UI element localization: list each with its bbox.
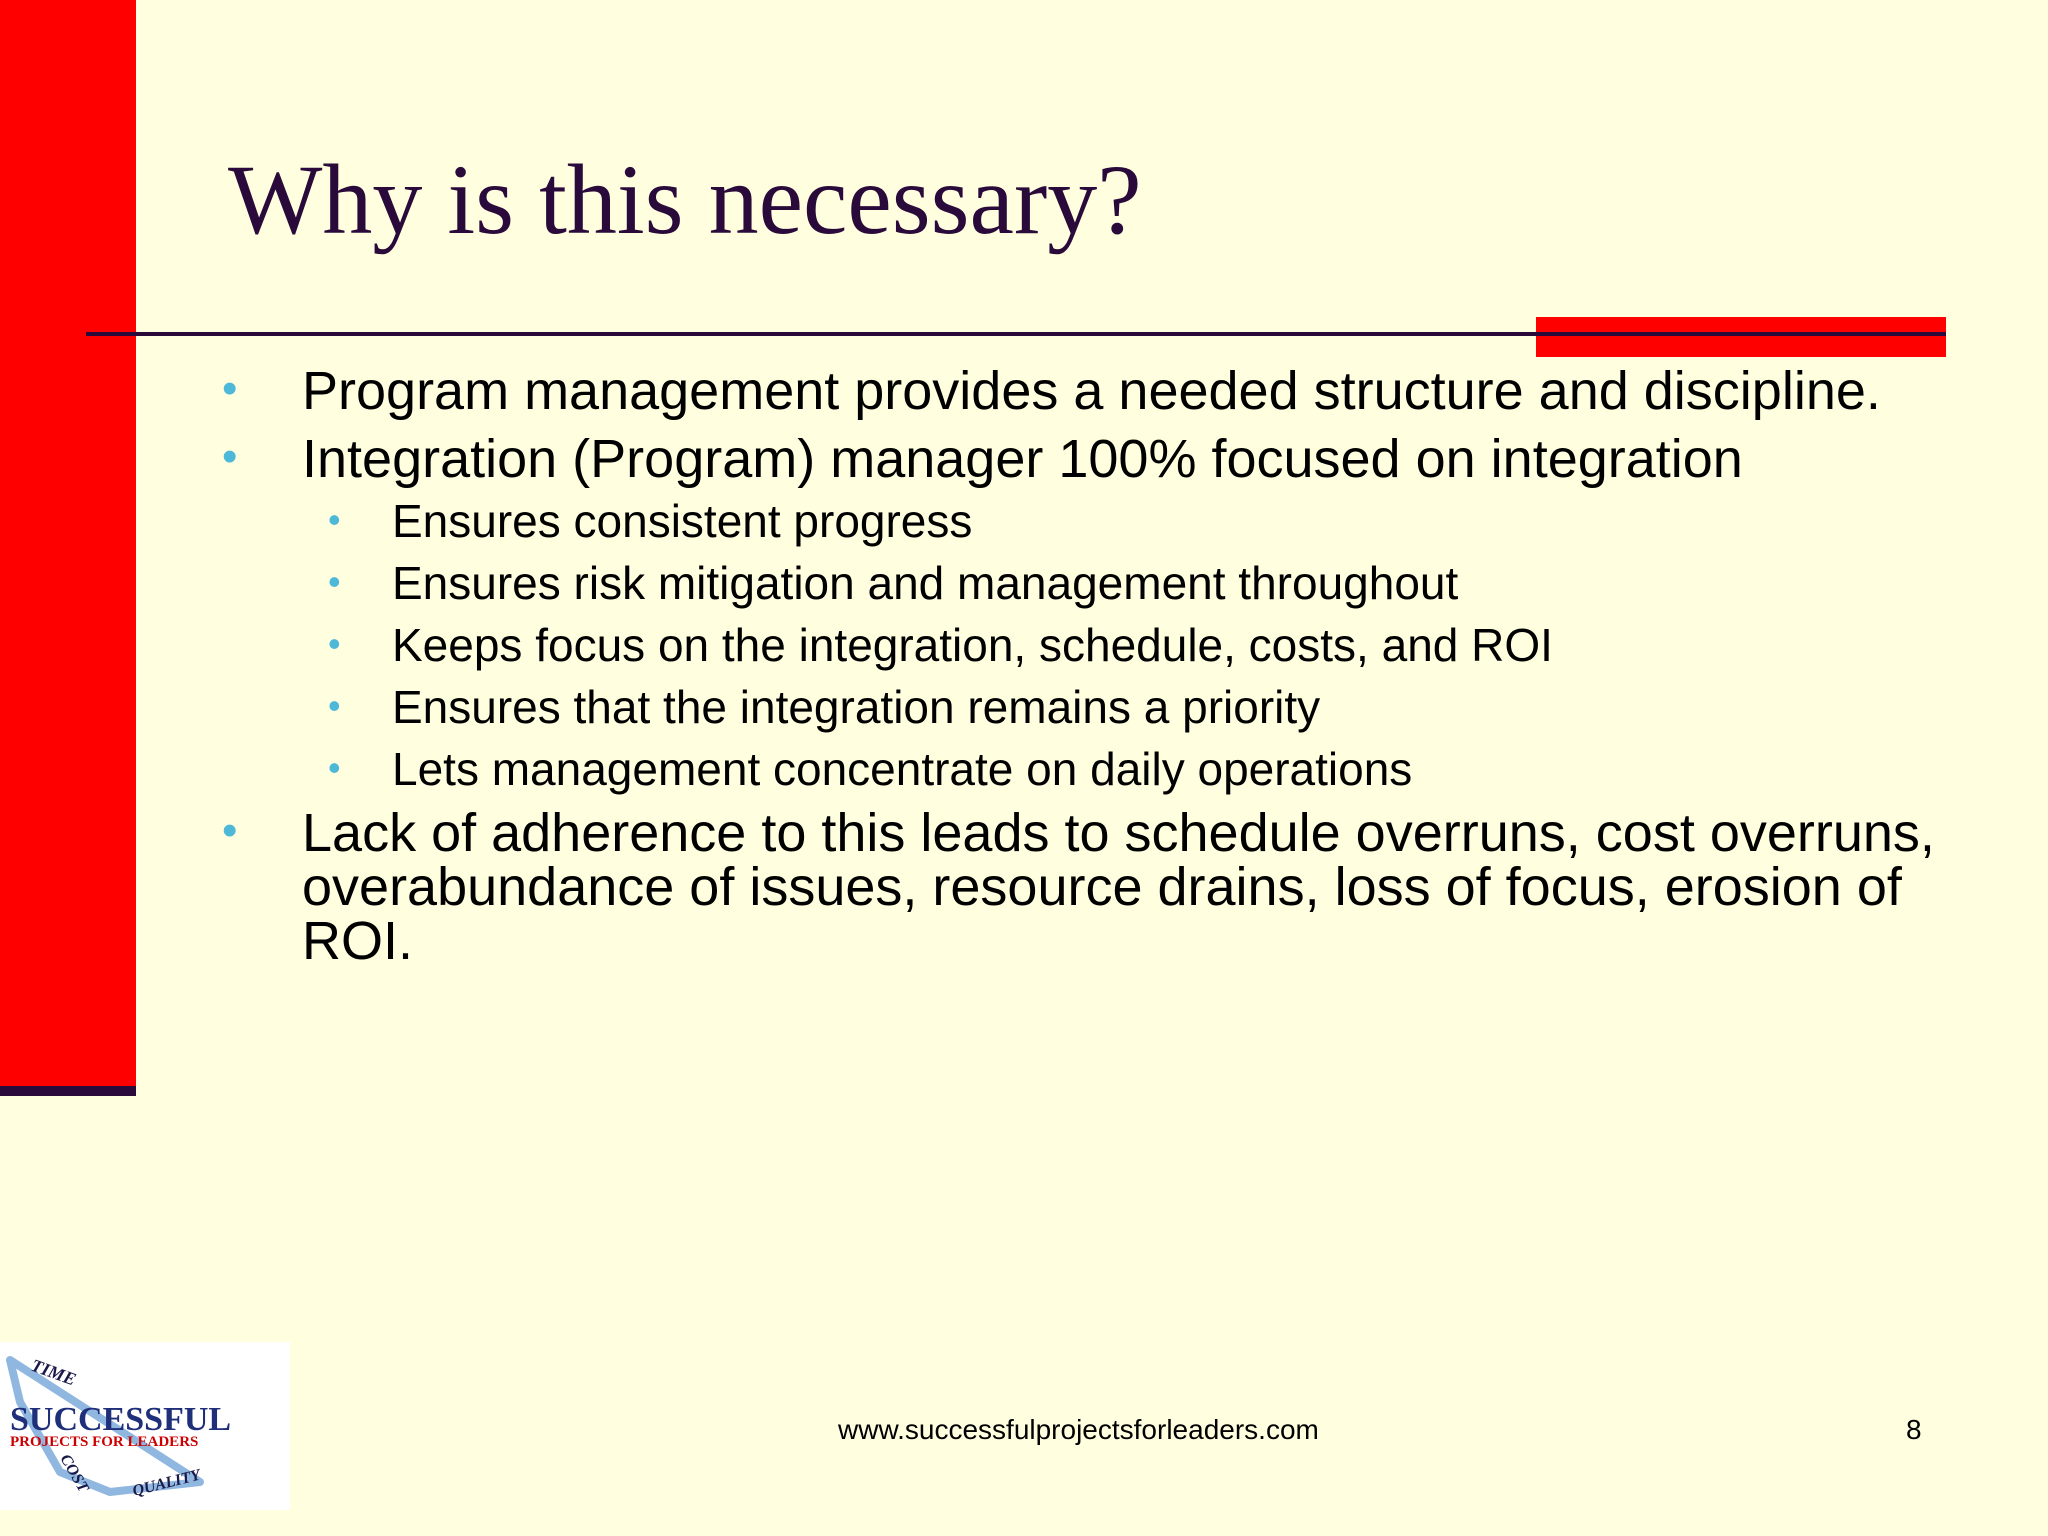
sub-bullet-item [220,616,1960,674]
bullet-text: Ensures consistent progress [392,495,973,547]
logo-cost: COST [56,1451,92,1496]
bullet-list [220,360,1960,971]
sub-bullet-item [220,678,1960,736]
bullet-dot-icon: • [328,499,341,540]
bullet-item [220,429,1960,489]
page-number: 8 [1906,1414,1922,1445]
sub-bullet-item [220,740,1960,798]
left-accent-bar-shadow [0,1086,136,1096]
logo-tagline: PROJECTS FOR LEADERS [10,1434,199,1450]
slide-title: Why is this necessary? [228,144,1142,255]
bullet-item [220,361,1960,421]
bullet-text: Lack of adherence to this leads to schedule overruns, cost overruns, overabundance of issues, resource drains, loss of focus, erosion of ROI. [302,803,1935,971]
company-logo [0,1342,290,1510]
logo-word: SUCCESSFUL [10,1401,232,1438]
bullet-text: Lets management concentrate on daily operations [392,743,1413,795]
bullet-dot-icon: • [222,432,238,481]
logo-time: TIME [28,1354,79,1390]
sub-bullet-item [220,554,1960,612]
bullet-dot-icon: • [328,623,341,664]
logo-quality: QUALITY [130,1466,203,1500]
bullet-text: Program management provides a needed structure and discipline. [302,361,1881,421]
bullet-text: Integration (Program) manager 100% focused on integration [302,429,1743,489]
bullet-text: Keeps focus on the integration, schedule, costs, and ROI [392,619,1553,671]
left-accent-bar [0,0,136,1086]
bullet-dot-icon: • [222,364,238,413]
bullet-item [220,803,1960,971]
bullet-dot-icon: • [222,806,238,855]
title-rule-accent [1536,317,1946,357]
footer-url: www.successfulprojectsforleaders.com [838,1414,1319,1445]
bullet-dot-icon: • [328,685,341,726]
sub-bullet-item [220,492,1960,550]
bullet-text: Ensures risk mitigation and management throughout [392,557,1459,609]
bullet-text: Ensures that the integration remains a priority [392,681,1321,733]
bullet-dot-icon: • [328,747,341,788]
title-rule-overlay [1536,332,1946,336]
bullet-dot-icon: • [328,561,341,602]
